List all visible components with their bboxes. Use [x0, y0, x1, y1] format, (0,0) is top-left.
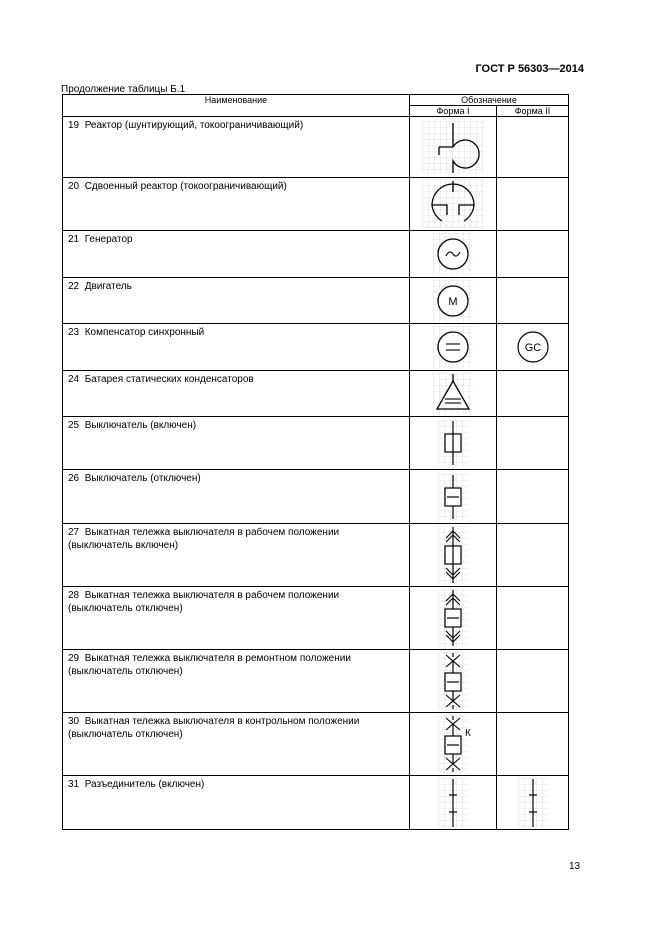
synchronous-compensator-symbol	[433, 326, 473, 368]
truck-working-off-symbol	[438, 589, 468, 647]
table-row	[63, 713, 569, 776]
table-row	[63, 178, 569, 231]
standard-number: ГОСТ Р 56303—2014	[475, 63, 584, 75]
table-row	[63, 470, 569, 524]
table-caption: Продолжение таблицы Б.1	[61, 84, 186, 95]
disconnector-on-symbol	[518, 778, 548, 828]
truck-control-symbol	[432, 715, 474, 773]
row-form2	[497, 650, 569, 713]
table-row	[63, 117, 569, 178]
reactor-symbol	[422, 121, 484, 173]
table-row	[63, 650, 569, 713]
row-form1	[410, 776, 497, 830]
row-name: 30 Выкатная тележка выключателя в контрольном положении (выключатель отключен)	[63, 713, 410, 776]
row-form2	[497, 776, 569, 830]
breaker-off-symbol	[438, 474, 468, 520]
breaker-on-symbol	[438, 420, 468, 466]
row-name: 26 Выключатель (отключен)	[63, 470, 410, 524]
table-row	[63, 231, 569, 278]
row-form1	[410, 278, 497, 324]
header-form1: Форма I	[410, 106, 497, 117]
row-name: 24 Батарея статических конденсаторов	[63, 371, 410, 417]
row-form1	[410, 470, 497, 524]
synchronous-compensator-gc-symbol	[513, 326, 553, 368]
row-form1	[410, 417, 497, 470]
row-form2	[497, 324, 569, 371]
row-form2	[497, 231, 569, 278]
header-form2: Форма II	[497, 106, 569, 117]
row-name: 25 Выключатель (включен)	[63, 417, 410, 470]
row-form1	[410, 371, 497, 417]
symbols-table	[62, 94, 569, 830]
truck-working-on-symbol	[438, 526, 468, 584]
capacitor-bank-symbol	[433, 373, 473, 415]
motor-symbol	[433, 280, 473, 322]
table-row	[63, 278, 569, 324]
table-row	[63, 371, 569, 417]
row-name: 22 Двигатель	[63, 278, 410, 324]
table-header-row-1	[63, 95, 569, 106]
row-form1	[410, 117, 497, 178]
row-name: 19 Реактор (шунтирующий, токоограничивающий)	[63, 117, 410, 178]
row-form1	[410, 231, 497, 278]
table-row	[63, 324, 569, 371]
row-name: 21 Генератор	[63, 231, 410, 278]
row-form2	[497, 278, 569, 324]
page-number: 13	[569, 861, 581, 872]
row-form1	[410, 324, 497, 371]
header-designation: Обозначение	[410, 95, 569, 106]
control-mark: К	[465, 728, 471, 739]
table-row	[63, 587, 569, 650]
row-name: 28 Выкатная тележка выключателя в рабочем положении (выключатель отключен)	[63, 587, 410, 650]
motor-label: M	[448, 295, 458, 308]
row-form1	[410, 650, 497, 713]
table-row	[63, 417, 569, 470]
row-form2	[497, 117, 569, 178]
row-form2	[497, 713, 569, 776]
dual-reactor-symbol	[422, 179, 484, 229]
row-form1	[410, 713, 497, 776]
row-form2	[497, 470, 569, 524]
row-form2	[497, 417, 569, 470]
row-form2	[497, 524, 569, 587]
row-form2	[497, 178, 569, 231]
disconnector-on-symbol	[438, 778, 468, 828]
row-form1	[410, 524, 497, 587]
row-form1	[410, 587, 497, 650]
row-name: 31 Разъединитель (включен)	[63, 776, 410, 830]
generator-symbol	[433, 233, 473, 275]
row-form1	[410, 178, 497, 231]
header-name: Наименование	[63, 95, 410, 117]
row-name: 23 Компенсатор синхронный	[63, 324, 410, 371]
truck-repair-symbol	[438, 652, 468, 710]
table-row	[63, 776, 569, 830]
row-name: 29 Выкатная тележка выключателя в ремонтном положении (выключатель отключен)	[63, 650, 410, 713]
row-form2	[497, 587, 569, 650]
table-row	[63, 524, 569, 587]
row-name: 20 Сдвоенный реактор (токоограничивающий)	[63, 178, 410, 231]
row-form2	[497, 371, 569, 417]
gc-label: GC	[524, 342, 541, 354]
row-name: 27 Выкатная тележка выключателя в рабочем положении (выключатель включен)	[63, 524, 410, 587]
